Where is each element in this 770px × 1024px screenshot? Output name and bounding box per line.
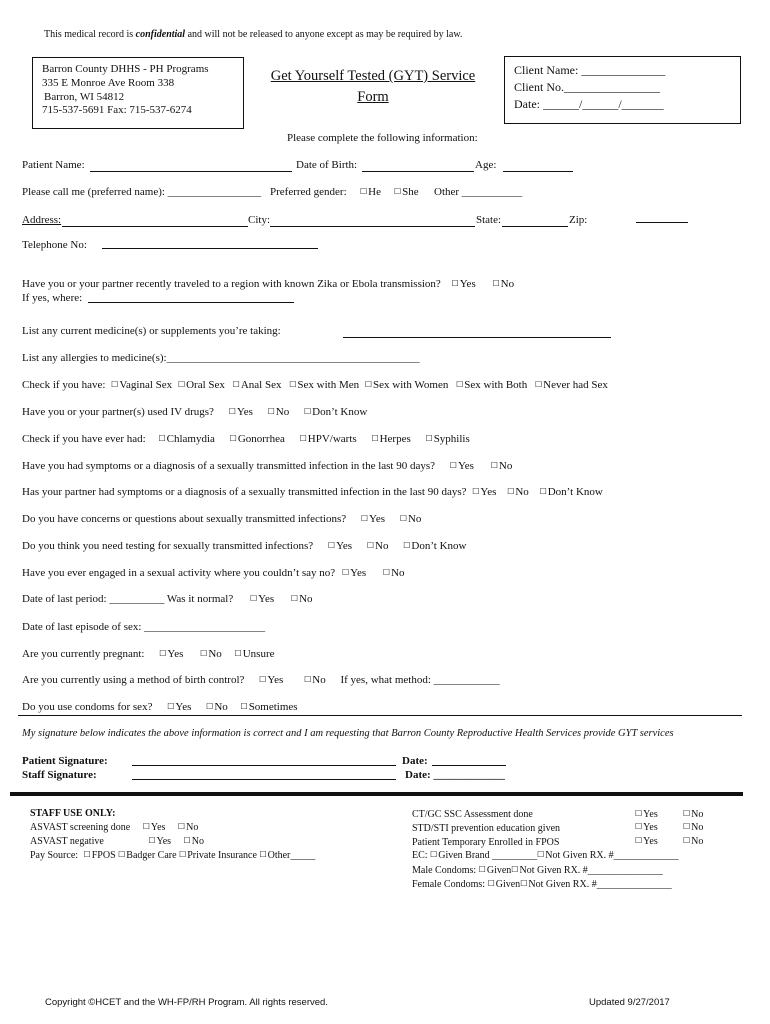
instructions: Please complete the following information:	[287, 132, 478, 144]
female-given[interactable]: ☐Given	[487, 879, 521, 890]
checkbox-icon[interactable]: ☐	[304, 407, 312, 416]
bc-yes[interactable]: ☐Yes	[259, 674, 284, 686]
asvast-neg-no[interactable]: ☐No	[183, 836, 204, 847]
travel-no[interactable]: ☐No	[492, 278, 515, 290]
ec-given[interactable]: ☐Given Brand _________	[430, 850, 538, 861]
ctgc-no[interactable]: ☐No	[683, 809, 704, 820]
option-sex-with-men[interactable]: ☐Sex with Men	[289, 379, 360, 391]
state-input[interactable]	[502, 226, 568, 227]
checkbox-icon[interactable]: ☐	[492, 279, 500, 288]
sex-type-question: Check if you have: ☐Vaginal Sex ☐Oral Sex ☐Anal Sex ☐Sex with Men ☐Sex with Women ☐Sex with Both ☐Never had Sex	[22, 379, 608, 391]
checkbox-icon[interactable]: ☐	[111, 380, 119, 389]
condoms-sometimes[interactable]: ☐Sometimes	[240, 701, 298, 713]
checkbox-icon[interactable]: ☐	[341, 568, 350, 577]
female-not-given[interactable]: ☐Not Given RX. #_______________	[520, 879, 672, 890]
checkbox-icon[interactable]: ☐	[534, 380, 543, 389]
option-chlamydia[interactable]: ☐Chlamydia	[158, 433, 215, 445]
travel-question: Have you or your partner recently traveled to a region with known Zika or Ebola transmission? ☐Yes ☐No	[22, 278, 515, 290]
male-not-given[interactable]: ☐Not Given RX. #_______________	[511, 865, 663, 876]
age-label: Age:	[475, 159, 497, 171]
period-yes[interactable]: ☐Yes	[249, 593, 275, 605]
divider-thick	[10, 792, 743, 796]
last-sex-field[interactable]: Date of last episode of sex: ______________________	[22, 621, 266, 633]
checkbox-icon[interactable]: ☐	[259, 675, 267, 684]
zip-label: Zip:	[569, 214, 588, 226]
female-condoms-row: Female Condoms: ☐Given☐Not Given RX. #_______________	[412, 879, 672, 890]
couldnt-say-no-question: Have you ever engaged in a sexual activity where you couldn’t say no? ☐Yes ☐No	[22, 567, 405, 579]
condoms-yes[interactable]: ☐Yes	[167, 701, 192, 713]
need-dont-know[interactable]: ☐Don’t Know	[403, 540, 467, 552]
asvast-done-row: ASVAST screening done ☐Yes ☐No	[30, 822, 199, 833]
checkbox-icon[interactable]: ☐	[487, 879, 495, 888]
gender-he[interactable]: ☐He	[360, 186, 381, 198]
ever-had-question: Check if you have ever had: ☐Chlamydia ☐Gonorrhea ☐HPV/warts ☐Herpes ☐Syphilis	[22, 433, 470, 445]
option-syphilis[interactable]: ☐Syphilis	[425, 433, 470, 445]
checkbox-icon[interactable]: ☐	[304, 675, 312, 684]
checkbox-icon[interactable]: ☐	[520, 879, 528, 888]
education-yes[interactable]: ☐Yes	[635, 822, 658, 833]
checkbox-icon[interactable]: ☐	[159, 649, 167, 658]
checkbox-icon[interactable]: ☐	[206, 702, 214, 711]
checkbox-icon[interactable]: ☐	[456, 380, 464, 389]
medicines-label: List any current medicine(s) or supplements you’re taking:	[22, 325, 281, 337]
checkbox-icon[interactable]: ☐	[478, 865, 486, 874]
allergies-field[interactable]: List any allergies to medicine(s):______________________________________________	[22, 352, 420, 364]
checkbox-icon[interactable]: ☐	[232, 380, 240, 389]
checkbox-icon[interactable]: ☐	[537, 850, 545, 859]
checkbox-icon[interactable]: ☐	[472, 487, 480, 496]
option-sex-with-women[interactable]: ☐Sex with Women	[364, 379, 449, 391]
patient-name-input[interactable]	[90, 171, 292, 172]
option-sex-with-both[interactable]: ☐Sex with Both	[456, 379, 528, 391]
fpos-label: Patient Temporary Enrolled in FPOS	[412, 837, 560, 848]
patient-date-label: Date:	[402, 755, 428, 767]
checkbox-icon[interactable]: ☐	[158, 434, 166, 443]
age-input[interactable]	[503, 171, 573, 172]
asvast-neg-yes[interactable]: ☐Yes	[148, 836, 172, 847]
checkbox-icon[interactable]: ☐	[490, 461, 498, 470]
checkbox-icon[interactable]: ☐	[382, 568, 391, 577]
gender-other[interactable]: Other ___________	[434, 186, 523, 198]
option-anal-sex[interactable]: ☐Anal Sex	[232, 379, 282, 391]
client-name-field[interactable]: Client Name: ______________	[514, 63, 666, 77]
telephone-input[interactable]	[102, 248, 318, 249]
checkbox-icon[interactable]: ☐	[148, 836, 156, 845]
checkbox-icon[interactable]: ☐	[228, 407, 236, 416]
checkbox-icon[interactable]: ☐	[360, 514, 369, 523]
ec-not-given[interactable]: ☐Not Given RX. #_____________	[537, 850, 679, 861]
staff-heading: STAFF USE ONLY:	[30, 808, 116, 819]
bc-method-field[interactable]: If yes, what method: ____________	[340, 674, 500, 686]
client-no-field[interactable]: Client No.________________	[514, 80, 660, 94]
partner-yes[interactable]: ☐Yes	[472, 486, 497, 498]
checkbox-icon[interactable]: ☐	[327, 541, 336, 550]
iv-dont-know[interactable]: ☐Don’t Know	[304, 406, 368, 418]
asvast-done-no[interactable]: ☐No	[177, 822, 199, 833]
couldnt-no[interactable]: ☐No	[382, 567, 405, 579]
need-testing-question: Do you think you need testing for sexually transmitted infections? ☐Yes ☐No ☐Don’t Know	[22, 540, 467, 552]
iv-yes[interactable]: ☐Yes	[228, 406, 253, 418]
staff-date-field[interactable]: Date: _____________	[405, 769, 505, 781]
partner-symptoms-question: Has your partner had symptoms or a diagnosis of a sexually transmitted infection in the last 90 days? ☐Yes ☐No ☐Don’t Know	[22, 486, 603, 498]
checkbox-icon[interactable]: ☐	[366, 541, 374, 550]
travel-yes[interactable]: ☐Yes	[451, 278, 476, 290]
client-date-field[interactable]: Date: ______/______/_______	[514, 97, 664, 111]
checkbox-icon[interactable]: ☐	[234, 649, 242, 658]
period-no[interactable]: ☐No	[290, 593, 313, 605]
asvast-negative-row: ASVAST negative ☐Yes ☐No	[30, 836, 204, 847]
checkbox-icon[interactable]: ☐	[403, 541, 411, 550]
pregnant-unsure[interactable]: ☐Unsure	[234, 648, 275, 660]
checkbox-icon[interactable]: ☐	[394, 187, 402, 196]
patient-date-input[interactable]	[432, 765, 506, 766]
symptoms-yes[interactable]: ☐Yes	[449, 460, 474, 472]
checkbox-icon[interactable]: ☐	[635, 836, 643, 845]
divider-top	[18, 715, 742, 716]
option-herpes[interactable]: ☐Herpes	[371, 433, 411, 445]
checkbox-icon[interactable]: ☐	[259, 850, 267, 859]
symptoms-question: Have you had symptoms or a diagnosis of a sexually transmitted infection in the last 90 days? ☐Yes ☐No	[22, 460, 513, 472]
concerns-yes[interactable]: ☐Yes	[360, 513, 386, 525]
telephone-label: Telephone No:	[22, 239, 87, 251]
pay-fpos[interactable]: ☐FPOS	[83, 850, 116, 861]
checkbox-icon[interactable]: ☐	[289, 380, 297, 389]
partner-no[interactable]: ☐No	[507, 486, 529, 498]
pay-source-row: Pay Source: ☐FPOS ☐Badger Care ☐Private Insurance ☐Other_____	[30, 850, 316, 861]
form-title: Get Yourself Tested (GYT) Service Form	[270, 68, 476, 105]
pregnant-question: Are you currently pregnant: ☐Yes ☐No ☐Unsure	[22, 648, 275, 660]
concerns-no[interactable]: ☐No	[399, 513, 422, 525]
checkbox-icon[interactable]: ☐	[430, 850, 438, 859]
staff-signature-input[interactable]	[132, 779, 396, 780]
dob-input[interactable]	[362, 171, 474, 172]
option-hpv-warts[interactable]: ☐HPV/warts	[299, 433, 357, 445]
checkbox-icon[interactable]: ☐	[539, 487, 547, 496]
patient-signature-label: Patient Signature:	[22, 755, 108, 767]
preferred-gender-label: Preferred gender:	[270, 186, 347, 198]
birth-control-question: Are you currently using a method of birth control? ☐Yes ☐No If yes, what method: ____________	[22, 674, 500, 686]
checkbox-icon[interactable]: ☐	[683, 836, 691, 845]
pregnant-yes[interactable]: ☐Yes	[159, 648, 184, 660]
if-yes-where-label: If yes, where:	[22, 292, 83, 304]
gender-she[interactable]: ☐She	[394, 186, 419, 198]
fpos-no[interactable]: ☐No	[683, 836, 704, 847]
zip-input[interactable]	[636, 222, 688, 223]
checkbox-icon[interactable]: ☐	[177, 822, 186, 831]
ec-row: EC: ☐Given Brand _________☐Not Given RX. #_____________	[412, 850, 679, 861]
state-label: State:	[476, 214, 502, 226]
partner-dont-know[interactable]: ☐Don’t Know	[539, 486, 603, 498]
option-vaginal-sex[interactable]: ☐Vaginal Sex	[111, 379, 173, 391]
checkbox-icon[interactable]: ☐	[399, 514, 407, 523]
checkbox-icon[interactable]: ☐	[183, 836, 191, 845]
checkbox-icon[interactable]: ☐	[299, 434, 307, 443]
education-no[interactable]: ☐No	[683, 822, 704, 833]
confidential-notice: This medical record is confidential and will not be released to anyone except as may be required by law.	[44, 29, 463, 40]
education-label: STD/STI prevention education given	[412, 823, 561, 834]
option-oral-sex[interactable]: ☐Oral Sex	[177, 379, 225, 391]
preferred-name-field[interactable]: Please call me (preferred name): _________________	[22, 186, 262, 198]
updated-date: Updated 9/27/2017	[589, 997, 670, 1008]
option-never-had-sex[interactable]: ☐Never had Sex	[534, 379, 608, 391]
checkbox-icon[interactable]: ☐	[635, 822, 643, 831]
last-period-question: Date of last period: __________ Was it normal? ☐Yes ☐No	[22, 593, 313, 605]
checkbox-icon[interactable]: ☐	[179, 850, 187, 859]
if-yes-where-input[interactable]	[88, 302, 294, 303]
checkbox-icon[interactable]: ☐	[83, 850, 91, 859]
staff-signature-label: Staff Signature:	[22, 769, 97, 781]
checkbox-icon[interactable]: ☐	[118, 850, 126, 859]
pay-other[interactable]: ☐Other_____	[259, 850, 316, 861]
option-gonorrhea[interactable]: ☐Gonorrhea	[229, 433, 285, 445]
pay-badger-care[interactable]: ☐Badger Care	[118, 850, 177, 861]
attestation-text: My signature below indicates the above information is correct and I am requesting that Barron County Reproductive Health Services provide GYT services	[22, 728, 674, 739]
need-no[interactable]: ☐No	[366, 540, 389, 552]
checkbox-icon[interactable]: ☐	[683, 809, 691, 818]
iv-no[interactable]: ☐No	[267, 406, 290, 418]
couldnt-yes[interactable]: ☐Yes	[341, 567, 367, 579]
asvast-done-yes[interactable]: ☐Yes	[142, 822, 166, 833]
address-input[interactable]	[62, 226, 248, 227]
checkbox-icon[interactable]: ☐	[683, 822, 691, 831]
address-line-2: 335 E Monroe Ave Room 338	[42, 77, 175, 89]
iv-drugs-question: Have you or your partner(s) used IV drugs? ☐Yes ☐No ☐Don’t Know	[22, 406, 368, 418]
city-input[interactable]	[270, 226, 475, 227]
patient-name-label: Patient Name:	[22, 159, 85, 171]
checkbox-icon[interactable]: ☐	[360, 187, 368, 196]
checkbox-icon[interactable]: ☐	[290, 594, 299, 603]
fpos-yes[interactable]: ☐Yes	[635, 836, 658, 847]
checkbox-icon[interactable]: ☐	[507, 487, 515, 496]
checkbox-icon[interactable]: ☐	[267, 407, 275, 416]
male-given[interactable]: ☐Given	[478, 865, 512, 876]
pay-private-insurance[interactable]: ☐Private Insurance	[179, 850, 257, 861]
checkbox-icon[interactable]: ☐	[200, 649, 208, 658]
address-line-4: 715-537-5691 Fax: 715-537-6274	[42, 104, 192, 116]
medicines-input[interactable]	[343, 337, 611, 338]
checkbox-icon[interactable]: ☐	[240, 702, 248, 711]
checkbox-icon[interactable]: ☐	[364, 380, 373, 389]
checkbox-icon[interactable]: ☐	[249, 594, 258, 603]
condoms-question: Do you use condoms for sex? ☐Yes ☐No ☐Sometimes	[22, 701, 298, 713]
city-label: City:	[248, 214, 271, 226]
ctgc-yes[interactable]: ☐Yes	[635, 809, 658, 820]
checkbox-icon[interactable]: ☐	[229, 434, 237, 443]
checkbox-icon[interactable]: ☐	[511, 865, 519, 874]
concerns-question: Do you have concerns or questions about sexually transmitted infections? ☐Yes ☐No	[22, 513, 422, 525]
ctgc-label: CT/GC SSC Assessment done	[412, 809, 533, 820]
pregnant-no[interactable]: ☐No	[200, 648, 222, 660]
copyright-footer: Copyright ©HCET and the WH-FP/RH Program. All rights reserved.	[45, 997, 328, 1008]
checkbox-icon[interactable]: ☐	[449, 461, 457, 470]
checkbox-icon[interactable]: ☐	[177, 380, 186, 389]
checkbox-icon[interactable]: ☐	[451, 279, 459, 288]
checkbox-icon[interactable]: ☐	[142, 822, 150, 831]
checkbox-icon[interactable]: ☐	[167, 702, 175, 711]
checkbox-icon[interactable]: ☐	[425, 434, 433, 443]
address-label: Address:	[22, 214, 62, 226]
symptoms-no[interactable]: ☐No	[490, 460, 513, 472]
address-line-1: Barron County DHHS - PH Programs	[42, 63, 209, 75]
condoms-no[interactable]: ☐No	[206, 701, 228, 713]
bc-no[interactable]: ☐No	[304, 674, 326, 686]
need-yes[interactable]: ☐Yes	[327, 540, 353, 552]
patient-signature-input[interactable]	[132, 765, 396, 766]
male-condoms-row: Male Condoms: ☐Given☐Not Given RX. #_______________	[412, 865, 663, 876]
dob-label: Date of Birth:	[296, 159, 358, 171]
checkbox-icon[interactable]: ☐	[371, 434, 379, 443]
checkbox-icon[interactable]: ☐	[635, 809, 643, 818]
address-line-3: Barron, WI 54812	[44, 91, 125, 103]
